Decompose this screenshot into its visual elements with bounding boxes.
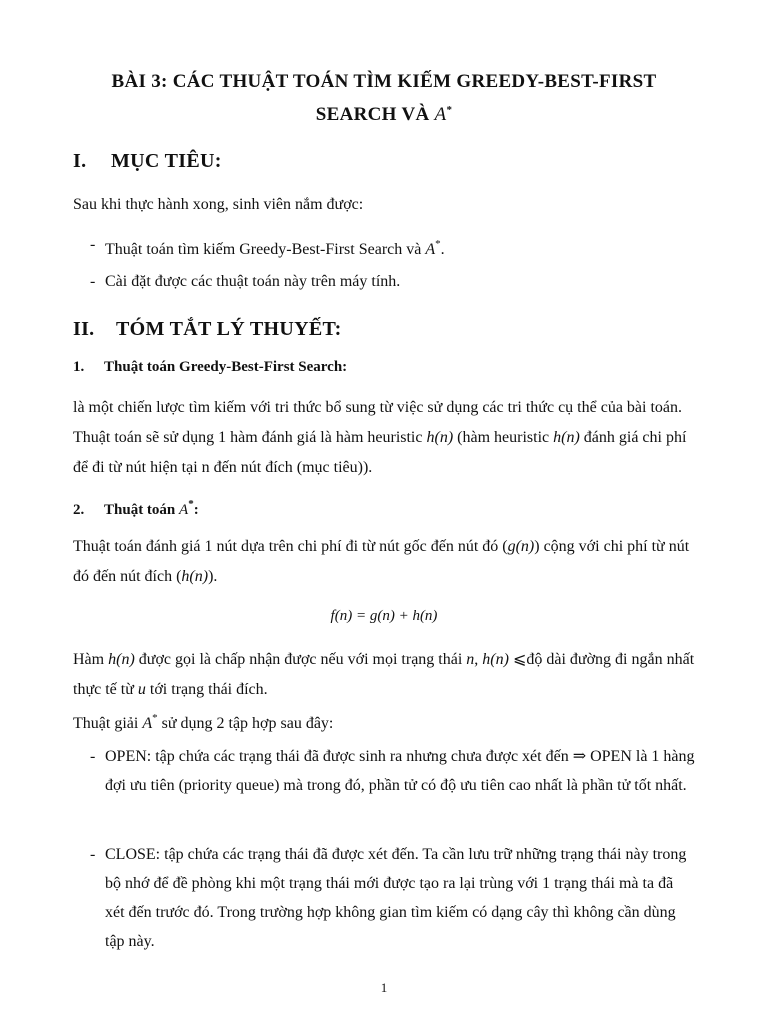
- list-item-text-end: .: [440, 241, 445, 258]
- bullet-dash: -: [90, 236, 96, 253]
- math-h-n: h(n): [108, 651, 135, 668]
- paragraph-text: Thuật toán đánh giá 1 nút dựa trên chi phí đi từ nút gốc đến nút đó (: [73, 538, 508, 555]
- page-number: 1: [380, 980, 388, 995]
- title-math-star: *: [446, 104, 453, 116]
- section-2-heading: [73, 318, 342, 341]
- paragraph-text: tới trạng thái đích.: [145, 681, 268, 698]
- list-item: [90, 267, 696, 296]
- math-star: *: [188, 498, 194, 510]
- subsection-2-heading: [73, 498, 199, 519]
- formula: f(n) = g(n) + h(n): [330, 608, 438, 624]
- list-item-text-main: Thuật toán tìm kiếm Greedy-Best-First Search và: [105, 241, 426, 258]
- list-item-text: OPEN: tập chứa các trạng thái đã được sinh ra nhưng chưa được xét đến ⇒ OPEN là 1 hàng đợi ưu tiên (priority queue) mà trong đó, phần tử có độ ưu tiên cao nhất là phần tử tốt nhất.: [105, 748, 695, 794]
- title-line-1: BÀI 3: CÁC THUẬT TOÁN TÌM KIẾM GREEDY-BEST-FIRST: [111, 71, 657, 92]
- page-title: [0, 68, 768, 129]
- heading-colon: :: [193, 502, 199, 518]
- paragraph-text: đánh giá chi phí để đi từ nút hiện tại n đến nút đích (mục tiêu)).: [73, 429, 687, 476]
- subsection-1-paragraph: [73, 393, 696, 483]
- math-a: A: [179, 502, 189, 518]
- math-a: A: [425, 241, 436, 258]
- subsection-1-number: 1.: [73, 359, 85, 375]
- math-h-n: h(n): [553, 429, 580, 446]
- list-item-text: Cài đặt được các thuật toán này trên máy tính.: [105, 273, 401, 290]
- subsection-2-number: 2.: [73, 502, 85, 518]
- list-item: [90, 840, 696, 956]
- math-star: *: [152, 712, 158, 724]
- paragraph-text: Hàm: [73, 651, 109, 668]
- title-math-a: A: [434, 104, 447, 125]
- paragraph-text: được gọi là chấp nhận được nếu với mọi trạng thái: [134, 651, 467, 668]
- list-item: [90, 230, 696, 264]
- math-u: u: [137, 681, 146, 698]
- math-g-n: g(n): [507, 538, 535, 555]
- section-2-title: TÓM TẮT LÝ THUYẾT:: [116, 318, 342, 340]
- title-line-2: [0, 96, 768, 129]
- paragraph-text: ⩽độ dài đường đi ngắn nhất thực tế từ: [73, 651, 695, 698]
- paragraph-text: ) cộng với chi phí từ nút đó đến nút đích (: [73, 538, 690, 585]
- paragraph-text: là một chiến lược tìm kiếm với tri thức bổ sung từ việc sử dụng các tri thức cụ thể của bài toán. Thuật toán sẽ sử dụng 1 hàm đánh giá là hàm heuristic: [73, 399, 683, 446]
- math-h-n: h(n): [181, 568, 209, 585]
- section-1-title: MỤC TIÊU:: [111, 150, 222, 172]
- bullet-dash: -: [90, 273, 96, 290]
- section-1-heading: [73, 150, 222, 173]
- math-h-n: h(n): [426, 429, 454, 446]
- title-line-2-text: SEARCH VÀ: [315, 104, 435, 125]
- paragraph-text: sử dụng 2 tập hợp sau đây:: [157, 715, 334, 732]
- subsection-2-title: Thuật toán: [104, 502, 180, 518]
- paragraph-text: ).: [208, 568, 218, 585]
- section-1-intro: Sau khi thực hành xong, sinh viên nắm được:: [73, 196, 364, 213]
- list-item: [90, 742, 696, 800]
- subsection-2-paragraph-2: [73, 645, 696, 705]
- list-item-text: [105, 230, 696, 264]
- math-n: n: [466, 651, 475, 668]
- section-2-number: II.: [73, 318, 95, 340]
- subsection-2-paragraph-3: [73, 703, 696, 739]
- list-item-text: CLOSE: tập chứa các trạng thái đã được xét đến. Ta cần lưu trữ những trạng thái này trong bộ nhớ để đề phòng khi một trạng thái mới được tạo ra lại trùng với 1 trạng thái mà ta đã xét đến trước đó. Trong trường hợp không gian tìm kiếm có dạng cây thì không cần dùng tập này.: [105, 846, 687, 950]
- subsection-1-heading: [73, 359, 347, 376]
- math-star: *: [435, 238, 441, 250]
- bullet-dash: -: [90, 846, 96, 863]
- paragraph-text: (hàm heuristic: [453, 429, 554, 446]
- math-h-n: h(n): [482, 651, 509, 668]
- bullet-dash: -: [90, 748, 96, 765]
- section-1-number: I.: [73, 150, 87, 172]
- paragraph-text: Thuật giải: [73, 715, 143, 732]
- math-a: A: [142, 715, 153, 732]
- subsection-1-title: Thuật toán Greedy-Best-First Search:: [104, 359, 348, 375]
- paragraph-text: ,: [474, 651, 483, 668]
- subsection-2-paragraph-1: [73, 532, 696, 592]
